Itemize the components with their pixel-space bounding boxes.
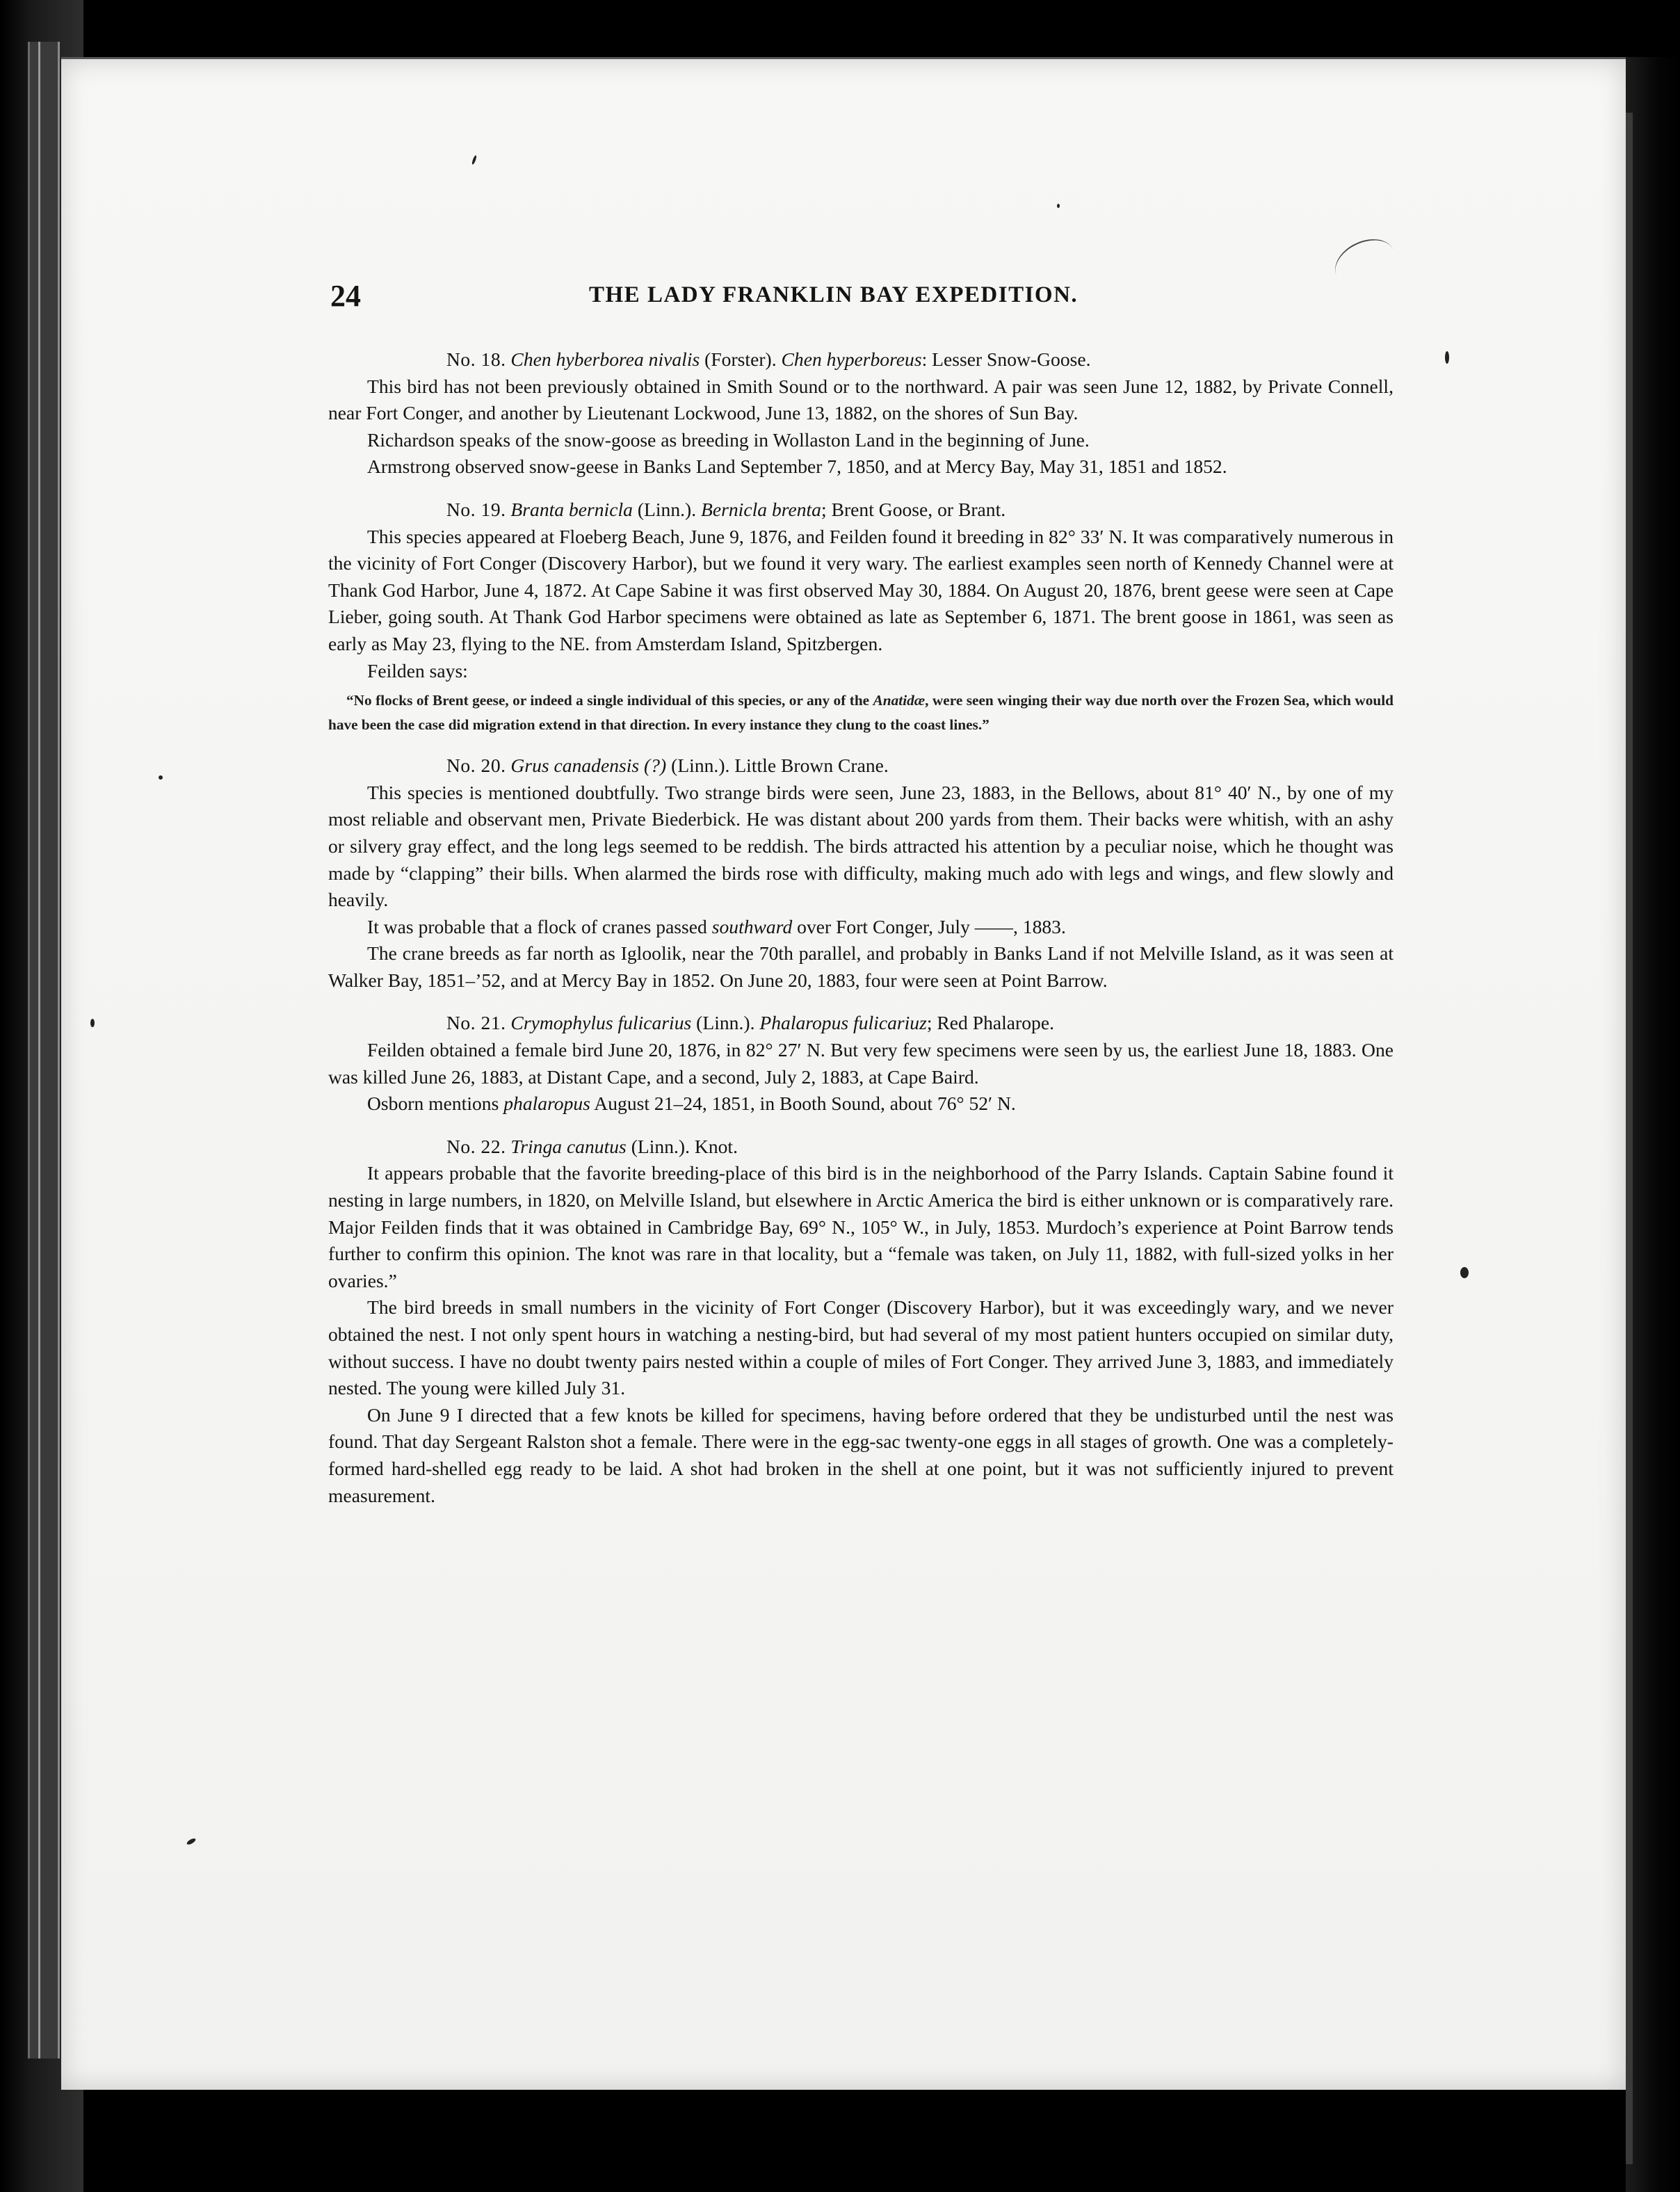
- block-quote: [328, 688, 1394, 736]
- entry-heading: [328, 346, 1394, 373]
- authority: (Linn.).: [696, 1012, 755, 1034]
- speck: [90, 1019, 95, 1027]
- synonym: Chen hyperboreus: [781, 348, 922, 370]
- authority: (Linn.).: [671, 755, 730, 777]
- paragraph: [328, 1090, 1394, 1118]
- page-stack-edge: [28, 42, 60, 2058]
- common-name: Red Phalarope.: [937, 1012, 1054, 1034]
- scientific-name: Branta bernicla: [510, 498, 633, 520]
- synonym-separator: ;: [926, 1012, 932, 1034]
- paragraph: The bird breeds in small numbers in the vicinity of Fort Conger (Discovery Harbor), but it was exceedingly wary, and we never obtained the nest. I not only spent hours in watching a nesting-bird, but had several of my most patient hunters occupied on similar duty, without success. I have no doubt twenty pairs nested within a couple of miles of Fort Conger. They arrived June 3, 1883, and immediately nested. The young were killed July 31.: [328, 1296, 1394, 1399]
- running-title: THE LADY FRANKLIN BAY EXPEDITION.: [589, 282, 1079, 307]
- entry-no-19: [328, 497, 1394, 736]
- paragraph-text: August 21–24, 1851, in Booth Sound, about 76° 52′ N.: [590, 1093, 1016, 1115]
- paragraph: This bird has not been previously obtained in Smith Sound or to the northward. A pair was seen June 12, 1882, by Private Connell, near Fort Conger, and another by Lieutenant Lockwood, June 13, 1882, on the shores of Sun Bay.: [328, 375, 1394, 424]
- italic-term: southward: [711, 915, 793, 937]
- authority: (Linn.).: [631, 1135, 690, 1157]
- common-name: Lesser Snow-Goose.: [932, 348, 1091, 370]
- authority: (Forster).: [704, 348, 777, 370]
- entry-no-18: [328, 346, 1394, 481]
- paragraph: Armstrong observed snow-geese in Banks Land September 7, 1850, and at Mercy Bay, May 31, 1851 and 1852.: [367, 456, 1227, 478]
- paragraph: Feilden says:: [367, 659, 468, 682]
- paragraph: On June 9 I directed that a few knots be killed for specimens, having before ordered that they be undisturbed until the nest was found. That day Sergeant Ralston shot a female. There were in the egg-sac twenty-one eggs in all stages of growth. One was a completely-formed hard-shelled egg ready to be laid. A shot had broken in the shell at one point, but it was not sufficiently injured to prevent measurement.: [328, 1403, 1394, 1506]
- paragraph: [328, 914, 1394, 941]
- paragraph: Feilden obtained a female bird June 20, 1876, in 82° 27′ N. But very few specimens were seen by us, the earliest June 18, 1883. One was killed June 26, 1883, at Distant Cape, and a second, July 2, 1883, at Cape Baird.: [328, 1039, 1394, 1088]
- entry-no-21: [328, 1010, 1394, 1117]
- entry-number: No. 19.: [446, 498, 506, 520]
- quote-italic-term: Anatidæ: [873, 692, 926, 709]
- entry-heading: [328, 497, 1394, 524]
- scientific-name: Tringa canutus: [510, 1135, 627, 1157]
- entry-number: No. 20.: [446, 755, 506, 777]
- paragraph-text: It was probable that a flock of cranes passed: [367, 915, 712, 937]
- synonym: Bernicla brenta: [701, 498, 821, 520]
- speck: [159, 775, 163, 780]
- entry-heading: [328, 752, 1394, 780]
- page-number: 24: [330, 279, 361, 313]
- quote-text: “No flocks of Brent geese, or indeed a single individual of this species, or any of the: [346, 692, 873, 709]
- speck: [1057, 204, 1060, 208]
- entry-number: No. 22.: [446, 1135, 506, 1157]
- speck: [1460, 1267, 1469, 1278]
- paragraph: The crane breeds as far north as Igloolik, near the 70th parallel, and probably in Banks Land if not Melville Island, as it was seen at Walker Bay, 1851–’52, and at Mercy Bay in 1852. On June 20, 1883, four were seen at Point Barrow.: [328, 942, 1394, 991]
- page-header: [330, 278, 1415, 320]
- scientific-name: Crymophylus fulicarius: [510, 1012, 692, 1034]
- paragraph: This species is mentioned doubtfully. Two strange birds were seen, June 23, 1883, in the Bellows, about 81° 40′ N., by one of my most reliable and observant men, Private Biederbick. He was distant about 200 yards from them. Their backs were whitish, with an ashy or silvery gray effect, and the long legs seemed to be reddish. The birds attracted his attention by a peculiar noise, which he thought was made by “clapping” their bills. When alarmed the birds rose with difficulty, making much ado with legs and wings, and flew slowly and heavily.: [328, 781, 1394, 911]
- synonym-separator: ;: [821, 498, 827, 520]
- page-body: [328, 346, 1394, 1509]
- entry-number: No. 21.: [446, 1012, 506, 1034]
- synonym: Phalaropus fulicariuz: [759, 1012, 927, 1034]
- common-name: Little Brown Crane.: [734, 755, 889, 777]
- entry-heading: [328, 1010, 1394, 1037]
- scientific-name: Chen hyberborea nivalis: [510, 348, 700, 370]
- quote-text: , were seen winging their way due north over the Frozen Sea, which would have been the case did migration extend in that direction. In every instance they clung to the coast lines.”: [328, 692, 1394, 733]
- paragraph: This species appeared at Floeberg Beach, June 9, 1876, and Feilden found it breeding in 82° 33′ N. It was comparatively numerous in the vicinity of Fort Conger (Discovery Harbor), but we found it very wary. The earliest examples seen north of Kennedy Channel were at Thank God Harbor, June 4, 1872. At Cape Sabine it was first observed May 30, 1884. On August 20, 1876, brent geese were seen at Cape Lieber, going south. At Thank God Harbor specimens were obtained as late as September 6, 1871. The brent goose in 1861, was seen as early as May 23, flying to the NE. from Amsterdam Island, Spitzbergen.: [328, 525, 1394, 654]
- paragraph: It appears probable that the favorite breeding-place of this bird is in the neighborhood of the Parry Islands. Captain Sabine found it nesting in large numbers, in 1820, on Melville Island, but elsewhere in Arctic America the bird is either unknown or is comparatively rare. Major Feilden finds that it was obtained in Cambridge Bay, 69° N., 105° W., in July, 1853. Murdoch’s experience at Point Barrow tends further to confirm this opinion. The knot was rare in that locality, but a “female was taken, on July 11, 1882, with full-sized yolks in her ovaries.”: [328, 1162, 1394, 1291]
- italic-term: phalaropus: [503, 1093, 590, 1115]
- speck: [1445, 351, 1449, 364]
- speck: [186, 1837, 196, 1846]
- synonym-separator: :: [921, 348, 928, 370]
- paragraph: Richardson speaks of the snow-goose as breeding in Wollaston Land in the beginning of June.: [367, 428, 1090, 451]
- speck: [471, 155, 478, 166]
- paragraph-text: over Fort Conger, July ——, 1883.: [792, 915, 1066, 937]
- entry-no-22: [328, 1134, 1394, 1509]
- common-name: Brent Goose, or Brant.: [831, 498, 1006, 520]
- common-name: Knot.: [694, 1135, 738, 1157]
- paragraph-text: Osborn mentions: [367, 1093, 504, 1115]
- authority: (Linn.).: [637, 498, 697, 520]
- entry-heading: [328, 1134, 1394, 1161]
- entry-no-20: [328, 752, 1394, 994]
- entry-number: No. 18.: [446, 348, 506, 370]
- scientific-name: Grus canadensis (?): [510, 755, 667, 777]
- book-shadow-right: [1626, 57, 1680, 2192]
